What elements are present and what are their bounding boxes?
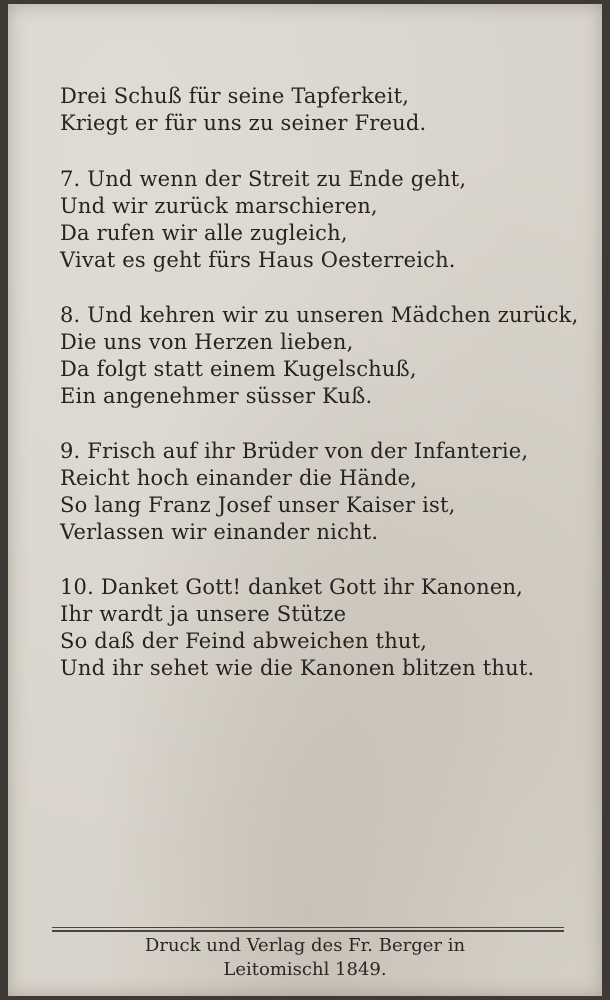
imprint-line-publisher: Druck und Verlag des Fr. Berger in bbox=[144, 935, 466, 956]
verse-line: Ihr wardt ja unsere Stütze bbox=[60, 602, 347, 626]
verse-line: Da rufen wir alle zugleich, bbox=[60, 221, 348, 245]
verse-line: So lang Franz Josef unser Kaiser ist, bbox=[60, 493, 456, 517]
verse-line: Da folgt statt einem Kugelschuß, bbox=[60, 357, 417, 381]
imprint-divider-thin bbox=[52, 927, 564, 928]
verse-line: Vivat es geht fürs Haus Oesterreich. bbox=[60, 248, 456, 272]
stanza-9 bbox=[60, 438, 580, 546]
verse-line: 10. Danket Gott! danket Gott ihr Kanonen, bbox=[60, 575, 524, 599]
verse-line: Die uns von Herzen lieben, bbox=[60, 330, 354, 354]
verse-line: Verlassen wir einander nicht. bbox=[60, 520, 379, 544]
verse-line: 9. Frisch auf ihr Brüder von der Infanterie, bbox=[60, 439, 529, 463]
verse-line: Drei Schuß für seine Tapferkeit, bbox=[60, 84, 410, 108]
printer-imprint bbox=[8, 934, 602, 982]
stanza-10 bbox=[60, 574, 580, 682]
verse-line: 7. Und wenn der Streit zu Ende geht, bbox=[60, 167, 467, 191]
imprint-divider-thick bbox=[52, 930, 564, 932]
verse-line: Kriegt er für uns zu seiner Freud. bbox=[60, 111, 427, 135]
verse-line: Reicht hoch einander die Hände, bbox=[60, 466, 418, 490]
document-page bbox=[8, 4, 602, 996]
verse-line: Und ihr sehet wie die Kanonen blitzen thut. bbox=[60, 656, 535, 680]
verse-line: So daß der Feind abweichen thut, bbox=[60, 629, 428, 653]
verse-line: Ein angenehmer süsser Kuß. bbox=[60, 384, 373, 408]
verse-line: Und wir zurück marschieren, bbox=[60, 194, 378, 218]
stanza-6-ending bbox=[60, 83, 580, 137]
stanza-7 bbox=[60, 166, 580, 274]
imprint-line-place-year: Leitomischl 1849. bbox=[223, 959, 387, 980]
stanza-8 bbox=[60, 302, 580, 410]
verse-line: 8. Und kehren wir zu unseren Mädchen zurück, bbox=[60, 303, 579, 327]
